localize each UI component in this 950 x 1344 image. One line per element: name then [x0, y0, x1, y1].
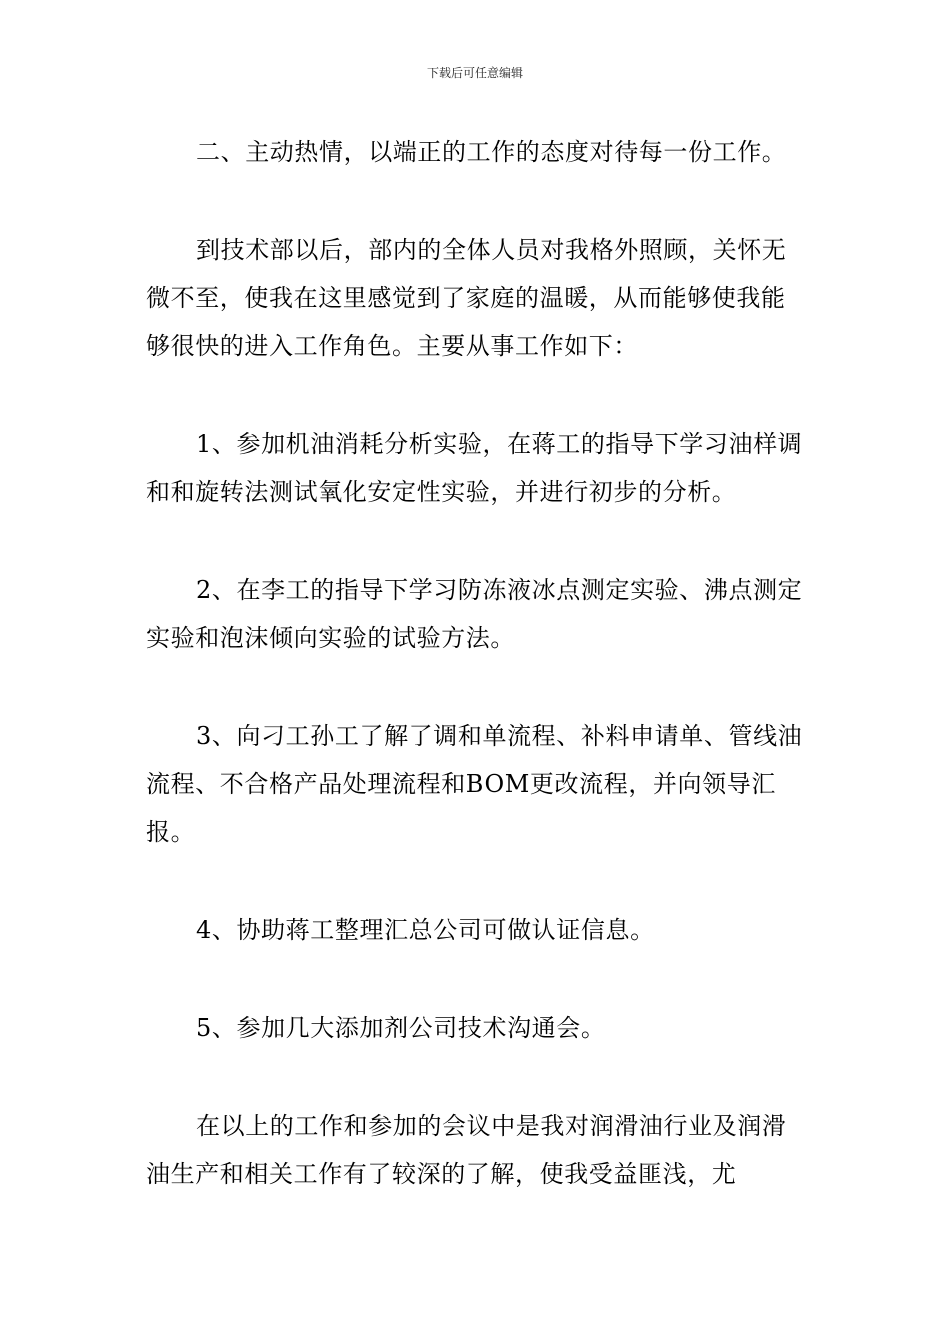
paragraph-gap	[146, 856, 810, 906]
page-header: 下载后可任意编辑	[426, 66, 523, 80]
list-item-1: 1、参加机油消耗分析实验，在蒋工的指导下学习油样调和和旋转法测试氧化安定性实验，并进行初步的分析。	[146, 430, 803, 506]
list-item-2: 2、在李工的指导下学习防冻液冰点测定实验、沸点测定实验和泡沫倾向实验的试验方法。	[146, 576, 803, 652]
list-item-3: 3、向刁工孙工了解了调和单流程、补料申请单、管线油流程、不合格产品处理流程和BOM更改流程，并向领导汇报。	[146, 722, 803, 846]
paragraph-gap	[146, 1052, 810, 1102]
paragraph-gap	[146, 662, 810, 712]
document-body	[146, 128, 810, 1198]
section-heading: 二、主动热情，以端正的工作的态度对待每一份工作。	[196, 138, 787, 166]
list-item-4: 4、协助蒋工整理汇总公司可做认证信息。	[196, 916, 655, 944]
paragraph-gap	[146, 954, 810, 1004]
intro-paragraph: 到技术部以后，部内的全体人员对我格外照顾，关怀无微不至，使我在这里感觉到了家庭的温暖，从而能够使我能够很快的进入工作角色。主要从事工作如下：	[146, 236, 787, 360]
paragraph-gap	[146, 176, 810, 226]
paragraph-gap	[146, 370, 810, 420]
list-item-5: 5、参加几大添加剂公司技术沟通会。	[196, 1014, 606, 1042]
paragraph-gap	[146, 516, 810, 566]
closing-paragraph: 在以上的工作和参加的会议中是我对润滑油行业及润滑油生产和相关工作有了较深的了解，使我受益匪浅，尤	[146, 1112, 787, 1188]
